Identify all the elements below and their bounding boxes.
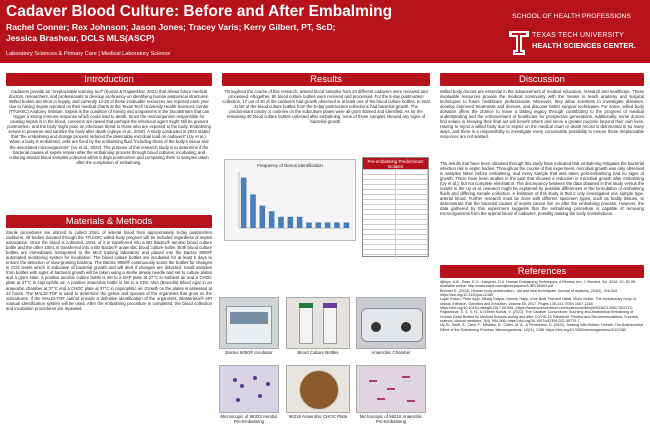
materials-text: Sterile procedures are utilized to collect 20mL of arterial blood from approximately 5-day postmortem cadavers. All bodies donated through the TTUHSC willed-body program will be included regardless of sepsis association. Once the blood is collected, 10mL of it is transferred into a BD Bactec® aerobic blood culture bottle and the other 10mL is transferred into a BD Bactec® anaerobic blood culture bottle. Both blood culture bottles are immediately transported to the MLS training laboratory and placed into the Bactec 9050® automated monitoring system for incubation. The blood culture bottles are incubated for at least 5 days to ensure the detection of slow-growing bacteria. The Bactec 9050® continuously scans the bottles for changes in CO2 levels which is indicative of bacterial growth and will alert if changes are detected. Small samples from bottles with signs of bacterial growth will be taken using a sterile airway needle and set to culture plates and a gram stain. A positive aerobic culture bottle is set to a BAP plate at 37°C in ambient air and a CHOC plate at 37°C in capnophilic air. A positive anaerobic bottle is set to a CDC ANA (Brucella) Blood Agar in an anaerobic chamber at 37°C and a CHOC plate at 37°C in capnophilic air. Growth on the plates is assessed at 24 hours. The MALDI-TOF is used to determine the genus and species of the organisms that grow on the subcultures. If the MALDI-TOF cannot provide a definitive identification of the organisms, BioMérieux® API manual identification system will be used. After the embalming procedure is completed, the blood collection and incubation procedures are repeated.	[6, 230, 212, 311]
logo-line-2: HEALTH SCIENCES CENTER.	[532, 41, 636, 50]
logo-line-1: TEXAS TECH UNIVERSITY	[532, 32, 624, 39]
figure-caption: Microscopic of 96218 Anaerobic Pre-Embalming	[359, 414, 423, 424]
results-heading: Results	[222, 73, 430, 86]
university-logo	[508, 30, 650, 58]
figure-bottles	[286, 297, 350, 355]
chart-bar	[260, 206, 266, 228]
figure-microscopic-anaerobic	[356, 365, 426, 424]
isolates-table	[362, 157, 429, 257]
poster-header	[0, 0, 650, 63]
figure-caption: Anaerobic Chamber	[371, 350, 411, 355]
bar-chart	[225, 168, 357, 238]
reference-item: Ajileye, A.B., Esan, E.O., Adeyemi, O.A. Human Embalming Techniques: A Review. Am. J. Biomed. Sci. 2018, 10, 82-95. Available online: http://www.nwpii.com/ajbms/papers/AJBS-80003.pdf	[440, 280, 637, 289]
figure-caption: Microscopic of 96323 Aerobic Pre-Embalming	[220, 414, 278, 424]
double-t-logo-icon	[508, 30, 530, 56]
discussion-heading: Discussion	[440, 73, 644, 86]
microscopic-aerobic-photo	[219, 365, 279, 413]
chart-bar	[288, 217, 294, 228]
bottles-photo	[286, 297, 350, 349]
figure-choc-plate	[286, 365, 350, 419]
table-cell	[363, 254, 396, 259]
introduction-text: Cadavers provide an "irreplaceable learning tool" (Kumar & Rajasekhar, 2021) that allows future medical doctors, researchers, and professionals to develop proficiency on identifying human anatomical structures. Willed bodies are short in supply, and currently 12-20 of these invaluable resources are rejected each year due to having sepsis reported on their medical charts at the Texas Tech University Health Sciences Center (TTUHSC) Anatomy Institute. Sepsis is the condition of having microorganisms in the bloodstream that can trigger a strong immune response which could lead to death. Since the microorganism responsible for causing sepsis is in the blood, concerns are raised that perhaps the infectious agent might still be present postmortem, and the body might pose an infectious threat to those who are exposed to the body. Embalming serves to preserve and sanitize the body after death (Ajileye et al., 2018). A study conducted in 2022 stated that "the embalming and storage process reduced the detectable microbial load on cadavers" (Uy et al.). When a body is embalmed, cells are fixed by the embalming fluid "including those of the body's tissue and the associated microorganisms" (Uy et al., 2022). The purpose of this research study is to determine if the bacterial causes of sepsis remain after the embalming process through blood cultures, incubating, and culturing arterial blood samples collected within 5 days postmortem and comparing them to samples taken after the completion of embalming.	[7, 89, 211, 165]
chart-bar	[250, 194, 256, 228]
incubator-photo	[219, 297, 279, 349]
chamber-photo	[356, 297, 426, 349]
introduction-heading: Introduction	[6, 73, 212, 86]
reference-item: Brenner E. (2014). Human body preservation - old and new techniques. Journal of anatomy, 224(3), 316-344. https://doi.org/10.1111/joa.12160	[440, 288, 619, 298]
chart-bar	[325, 222, 331, 228]
chart-bar	[306, 222, 312, 228]
discussion-text-1: Willed body donors are essential in the advancement of medical education, research and healthcare. These invaluable resources provide the medical community with the means to teach anatomy and surgical techniques to future healthcare professionals. Moreover, they allow scientists to investigate diseases, develop improved treatments and devices, and discover better surgical techniques. For some, willed body donation offers the chance to leave a lasting legacy through contributing to the progress of medical understanding and the enhancement of healthcare for prospective generations. Additionally, some donors find solace in knowing their final act will benefit others and serve a greater purpose beyond their own lives. Having to reject a willed body due to sepsis on the medical chart or death record is detrimental in so many ways, and there is a responsibility to investigate every conceivable possibility to ensure these irreplaceable resources are not wasted.	[440, 89, 644, 140]
figure-caption: Blood Culture Bottles	[297, 350, 339, 355]
chart-bar	[334, 222, 340, 228]
table-cell	[396, 254, 429, 259]
table-title: Pre-embalming Predominant Isolates	[363, 158, 428, 169]
school-name: SCHOOL OF HEALTH PROFESSIONS	[512, 13, 631, 20]
reference-item: Lujan Rosso, Peter Appl, Mihaly Salyok, Dennis Trapp, Irme Budl, Richard Hardt, Viktor Müller. The evolutionary hoop of sepsis. Infection, Genetics and Evolution, Volume 55, 2017, Pages 135-141, ISSN 1567-1348, https://doi.org/10.1016/j.meegid.2017.09.006. (https://www.sciencedirect.com/science/article/pii/S1567134817303131)	[440, 297, 636, 311]
results-text: Throughout the course of this research, arterial blood samples from 20 different cadavers were received and processed. Altogether, 80 blood culture bottles were received and processed. For the 5-day postmortem collection, 17 out of 20 of the cadavers had growth observed in at least one of the blood culture bottles. In total 31/40 of the blood culture bottles from the 5-day postmortem collections had bacterial growth. The predominant colony or colonies on the subculture plates were all gram stained and identified. As for the remaining 40 blood culture bottles collected after embalming, none of those samples showed any signs of bacterial growth.	[222, 89, 430, 125]
author-list: Rachel Conner; Rex Johnson; Jason Jones; Tracey Varis; Kerry Gilbert, PT, ScD; Jessica Brashear, DCLS MLS(ASCP)	[6, 22, 336, 43]
choc-plate-photo	[286, 365, 350, 413]
figure-incubator	[219, 297, 279, 355]
chart-bar	[278, 217, 284, 228]
chart-axis	[239, 172, 351, 228]
figure-caption: Bactec 9050® Incubator	[225, 350, 273, 355]
chart-title: Frequency of Genus Identification	[257, 163, 323, 168]
reference-item: Rajasekhar, S. S. S. N., & Dinesh Kumar, V. (2021). The Cadaver Conundrum: Sourcing and Anatomical Embalming of Human Dead Bodies by Medical Schools during and after COVID-19 Pandemic: Review and Recommendations. Forensic science, clinical medicine, 3(4), 904-906. https://doi.org/10.1007/s42399-021-00779-7	[440, 310, 639, 324]
poster-title: Cadaver Blood Culture: Before and After Embalming	[6, 3, 393, 20]
chart-bar	[344, 222, 350, 228]
left-column	[6, 63, 212, 433]
microscopic-anaerobic-photo	[356, 365, 426, 413]
affiliation: Laboratory Sciences & Primary Care | Medical Laboratory Science	[6, 51, 171, 57]
references-heading: References	[440, 265, 644, 278]
discussion-text-2: The results that have been obtained through this study have indicated that embalming mitigates the bacterial infection risk in septic bodies. Throughout the course of this experiment, microbial growth was only observed in samples taken before embalming, and every sample that was taken post-embalming had no signs of growth. There have been studies in the past that showed a reduction in microbial growth after embalming (Uy et al.), but not complete elimination. The discrepancy between the data obtained in this study versus the results in the Uy et al. research might be explained by possible differences in the formulation of embalming fluids and differing sample collection. A limitation of this study is that it only investigated one sample type, arterial blood. Further research must be done with different specimen types, such as bodily tissues, to demonstrate that the bacterial causes of sepsis cannot live on after the embalming process. However, the data gathered by this experiment suggests that the embalming procedure is capable of removing microorganisms from the arterial blood of cadavers, possibly making the body noninfectious.	[440, 161, 644, 217]
figure-microscopic-aerobic	[219, 365, 279, 424]
right-column	[440, 63, 644, 433]
figure-chamber	[356, 297, 426, 355]
chart-bar	[241, 178, 247, 228]
chart-bar	[269, 211, 275, 228]
materials-heading: Materials & Methods	[6, 215, 212, 228]
reference-item: Uy, B., Swift, S., Cass, F., Mihalea, D., Curtis, M. A., & Pemberton, D. (2022). Dealing with Hidden Threats: The Antimicrobial Effect of the Embalming Process. Microorganisms, 10(11), 2180. https://doi.org/10.3390/microorganisms10112180	[440, 323, 644, 332]
genus-frequency-chart	[224, 159, 356, 241]
chart-bar	[297, 217, 303, 228]
reference-list	[440, 280, 644, 332]
table-grid	[363, 169, 428, 259]
chart-bar	[316, 222, 322, 228]
figure-caption: 96219 Anaerobic CHOC Plate	[288, 414, 348, 419]
